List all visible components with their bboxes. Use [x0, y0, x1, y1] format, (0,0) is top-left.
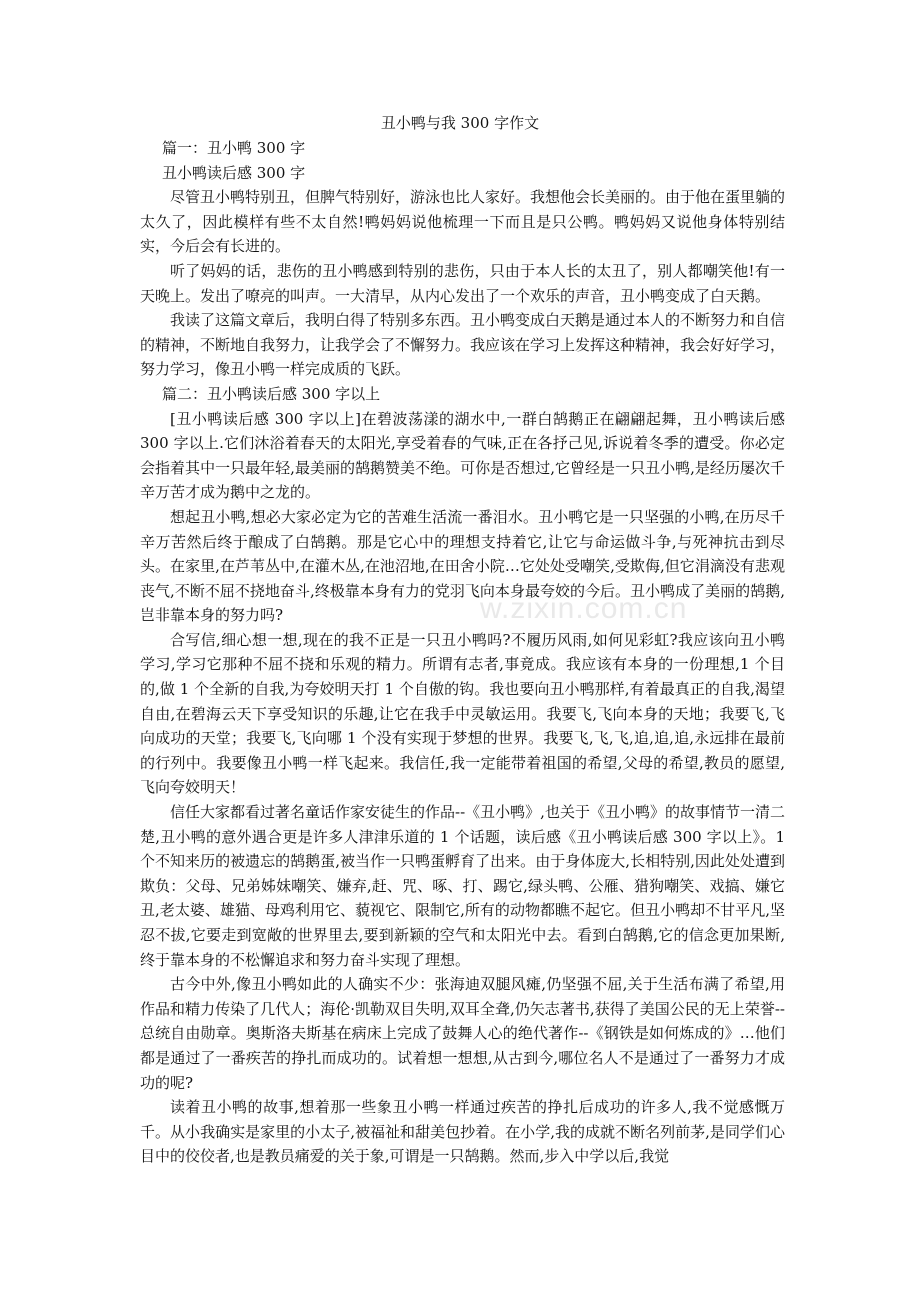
section-heading: 篇二：丑小鸭读后感 300 字以上	[162, 384, 381, 403]
watermark: w.zixin.com.cn	[480, 592, 688, 625]
section-heading: 篇一：丑小鸭 300 字	[162, 139, 306, 157]
paragraph: 古今中外,像丑小鸭如此的人确实不少：张海迪双腿风瘫,仍坚强不屈,关于生活布满了希望,用作品和精力传染了几代人；海伦·凯勒双目失明,双耳全聋,仍矢志著书,获得了美国公民的无上荣誉--总统自由勋章。奥斯洛夫斯基在病床上完成了鼓舞人心的绝代著作--《钢铁是如何炼成的》…他们都是通过了一番疾苦的挣扎而成功的。试着想一想想,从古到今,哪位名人不是通过了一番努力才成功的呢?	[140, 975, 785, 1092]
section-heading: 丑小鸭读后感 300 字	[162, 163, 306, 182]
paragraph: 信任大家都看过著名童话作家安徒生的作品--《丑小鸭》,也关于《丑小鸭》的故事情节一清二楚,丑小鸭的意外遇合更是许多人津津乐道的 1 个话题，读后感《丑小鸭读后感 300 字以上》。1 个不知来历的被遗忘的鹄鹅蛋,被当作一只鸭蛋孵育了出来。由于身体庞大,长相特别,因此处处遭到欺负：父母、兄弟姊妹嘲笑、嫌弃,赶、咒、啄、打、踢它,绿头鸭、公雁、猎狗嘲笑、戏搞、嫌它丑,老太婆、雄猫、母鸡利用它、藐视它、限制它,所有的动物都瞧不起它。但丑小鸭却不甘平凡,坚忍不拔,它要走到宽敞的世界里去,要到新颖的空气和太阳光中去。看到白鹄鹅,它的信念更加果断,终于靠本身的不松懈追求和努力奋斗实现了理想。	[140, 803, 785, 969]
document-title: 丑小鸭与我 300 字作文	[380, 114, 540, 132]
paragraph: 读着丑小鸭的故事,想着那一些象丑小鸭一样通过疾苦的挣扎后成功的许多人,我不觉感慨万千。从小我确实是家里的小太子,被福祉和甜美包抄着。在小学,我的成就不断名列前茅,是同学们心目中的佼佼者,也是教员痛爱的关于象,可谓是一只鹄鹅。然而,步入中学以后,我觉	[140, 1098, 785, 1166]
document-body	[140, 136, 785, 1169]
paragraph: 尽管丑小鸭特别丑，但脾气特别好，游泳也比人家好。我想他会长美丽的。由于他在蛋里躺的太久了，因此模样有些不太自然!鸭妈妈说他梳理一下而且是只公鸭。鸭妈妈又说他身体特别结实，今后会有长进的。	[140, 188, 786, 256]
paragraph: 想起丑小鸭,想必大家必定为它的苦难生活流一番泪水。丑小鸭它是一只坚强的小鸭,在历尽千辛万苦然后终于酿成了白鹄鹅。那是它心中的理想支持着它,让它与命运做斗争,与死神抗击到尽头。在家里,在芦苇丛中,在灌木丛,在池沼地,在田舍小院…它处处受嘲笑,受欺侮,但它涓滴没有悲观丧气,不断不屈不挠地奋斗,终极靠本身有力的党羽飞向本身最夸姣的今后。丑小鸭成了美丽的鹄鹅,岂非靠本身的努力吗?	[140, 507, 785, 625]
paragraph: 我读了这篇文章后，我明白得了特别多东西。丑小鸭变成白天鹅是通过本人的不断努力和自信的精神，不断地自我努力，让我学会了不懈努力。我应该在学习上发挥这种精神，我会好好学习，努力学习，像丑小鸭一样完成质的飞跃。	[140, 311, 786, 379]
paragraph: [丑小鸭读后感 300 字以上]在碧波荡漾的湖水中,一群白鹄鹅正在翩翩起舞，丑小鸭读后感 300 字以上.它们沐浴着春天的太阳光,享受着春的气味,正在各抒己见,诉说着冬季的遭受。你必定会指着其中一只最年轻,最美丽的鹄鹅赞美不绝。可你是否想过,它曾经是一只丑小鸭,是经历屡次千辛万苦才成为鹅中之龙的。	[140, 409, 785, 502]
paragraph: 听了妈妈的话，悲伤的丑小鸭感到特别的悲伤，只由于本人长的太丑了，别人都嘲笑他!有一天晚上。发出了嘹亮的叫声。一大清早，从内心发出了一个欢乐的声音，丑小鸭变成了白天鹅。	[140, 261, 785, 305]
paragraph: 合写信,细心想一想,现在的我不正是一只丑小鸭吗?不履历风雨,如何见彩虹?我应该向丑小鸭学习,学习它那种不屈不挠和乐观的精力。所谓有志者,事竟成。我应该有本身的一份理想,1 个目的,做 1 个全新的自我,为夸姣明天打 1 个自傲的钩。我也要向丑小鸭那样,有着最真正的自我,渴望自由,在碧海云天下享受知识的乐趣,让它在我手中灵敏运用。我要飞,飞向本身的天地；我要飞,飞向成功的天堂；我要飞,飞向哪 1 个没有实现于梦想的世界。我要飞,飞,飞,追,追,追,永远排在最前的行列中。我要像丑小鸭一样飞起来。我信任,我一定能带着祖国的希望,父母的希望,教员的愿望,飞向夸姣明天！	[140, 630, 785, 797]
